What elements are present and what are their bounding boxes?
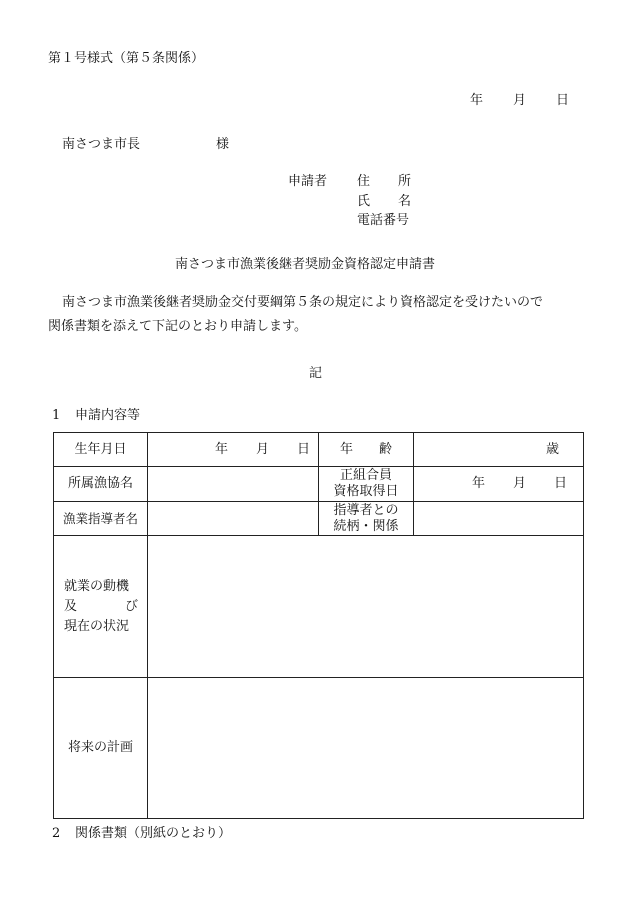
- relation-label-2: 続柄・関係: [333, 518, 399, 534]
- motive-field[interactable]: [148, 536, 584, 678]
- table-row: [54, 536, 584, 678]
- address-label-2: 所: [398, 174, 412, 189]
- member-label-2: 資格取得日: [333, 484, 399, 499]
- birthdate-label: 生年月日: [54, 433, 148, 467]
- future-plan-label: 将来の計画: [54, 678, 148, 819]
- table-row: [54, 467, 584, 502]
- body-line-2: 関係書類を添えて下記のとおり申請します。: [48, 319, 307, 334]
- motive-line-1: 就業の動機: [64, 578, 130, 594]
- section2-title: 関係書類（別紙のとおり）: [75, 826, 232, 841]
- form-number: 第１号様式（第５条関係）: [48, 51, 205, 66]
- name-label-1: 氏: [357, 194, 371, 209]
- application-table: [53, 432, 584, 819]
- birthdate-field[interactable]: [148, 433, 319, 467]
- birth-day: 日: [296, 441, 310, 457]
- member-date-field[interactable]: [414, 467, 584, 502]
- relation-label: [319, 502, 414, 536]
- motive-line-2a: 及: [64, 598, 78, 614]
- relation-field[interactable]: [414, 502, 584, 536]
- addressee: 南さつま市長: [62, 137, 141, 152]
- table-row: [54, 678, 584, 819]
- instructor-label: 漁業指導者名: [54, 502, 148, 536]
- date-day: 日: [556, 93, 570, 108]
- date-line: [470, 93, 569, 109]
- motive-line-2b: び: [124, 598, 138, 614]
- future-plan-field[interactable]: [148, 678, 584, 819]
- association-field[interactable]: [148, 467, 319, 502]
- ki-heading: 記: [309, 366, 323, 381]
- age-field[interactable]: [414, 433, 584, 467]
- member-day: 日: [553, 476, 567, 491]
- motive-line-2: [64, 597, 138, 617]
- section1-number: 1: [52, 408, 61, 423]
- birth-year: 年: [214, 441, 228, 457]
- document-title: 南さつま市漁業後継者奨励金資格認定申請書: [175, 257, 436, 272]
- member-year: 年: [471, 476, 485, 491]
- phone-label: 電話番号: [357, 213, 410, 228]
- age-unit: 歳: [545, 441, 559, 457]
- applicant-label: 申請者: [288, 174, 328, 189]
- instructor-field[interactable]: [148, 502, 319, 536]
- age-label: [319, 433, 414, 467]
- age-label-2: 齢: [379, 441, 393, 457]
- section2-number: 2: [52, 826, 61, 841]
- body-line-1: 南さつま市漁業後継者奨励金交付要綱第５条の規定により資格認定を受けたいので: [62, 295, 544, 310]
- age-label-1: 年: [339, 441, 353, 457]
- section1-title: 申請内容等: [75, 408, 141, 423]
- date-month: 月: [513, 93, 527, 108]
- table-row: [54, 502, 584, 536]
- birth-month: 月: [255, 441, 269, 457]
- relation-label-1: 指導者との: [333, 502, 399, 518]
- motive-label: [54, 536, 148, 678]
- member-month: 月: [512, 476, 526, 491]
- member-date-label: [319, 467, 414, 502]
- address-label-1: 住: [357, 174, 371, 189]
- motive-line-3: 現在の状況: [64, 618, 130, 634]
- association-label: 所属漁協名: [54, 467, 148, 502]
- honorific: 様: [216, 137, 230, 152]
- name-label-2: 名: [398, 194, 412, 209]
- member-label-1: 正組合員: [339, 468, 392, 483]
- date-year: 年: [470, 93, 484, 108]
- table-row: [54, 433, 584, 467]
